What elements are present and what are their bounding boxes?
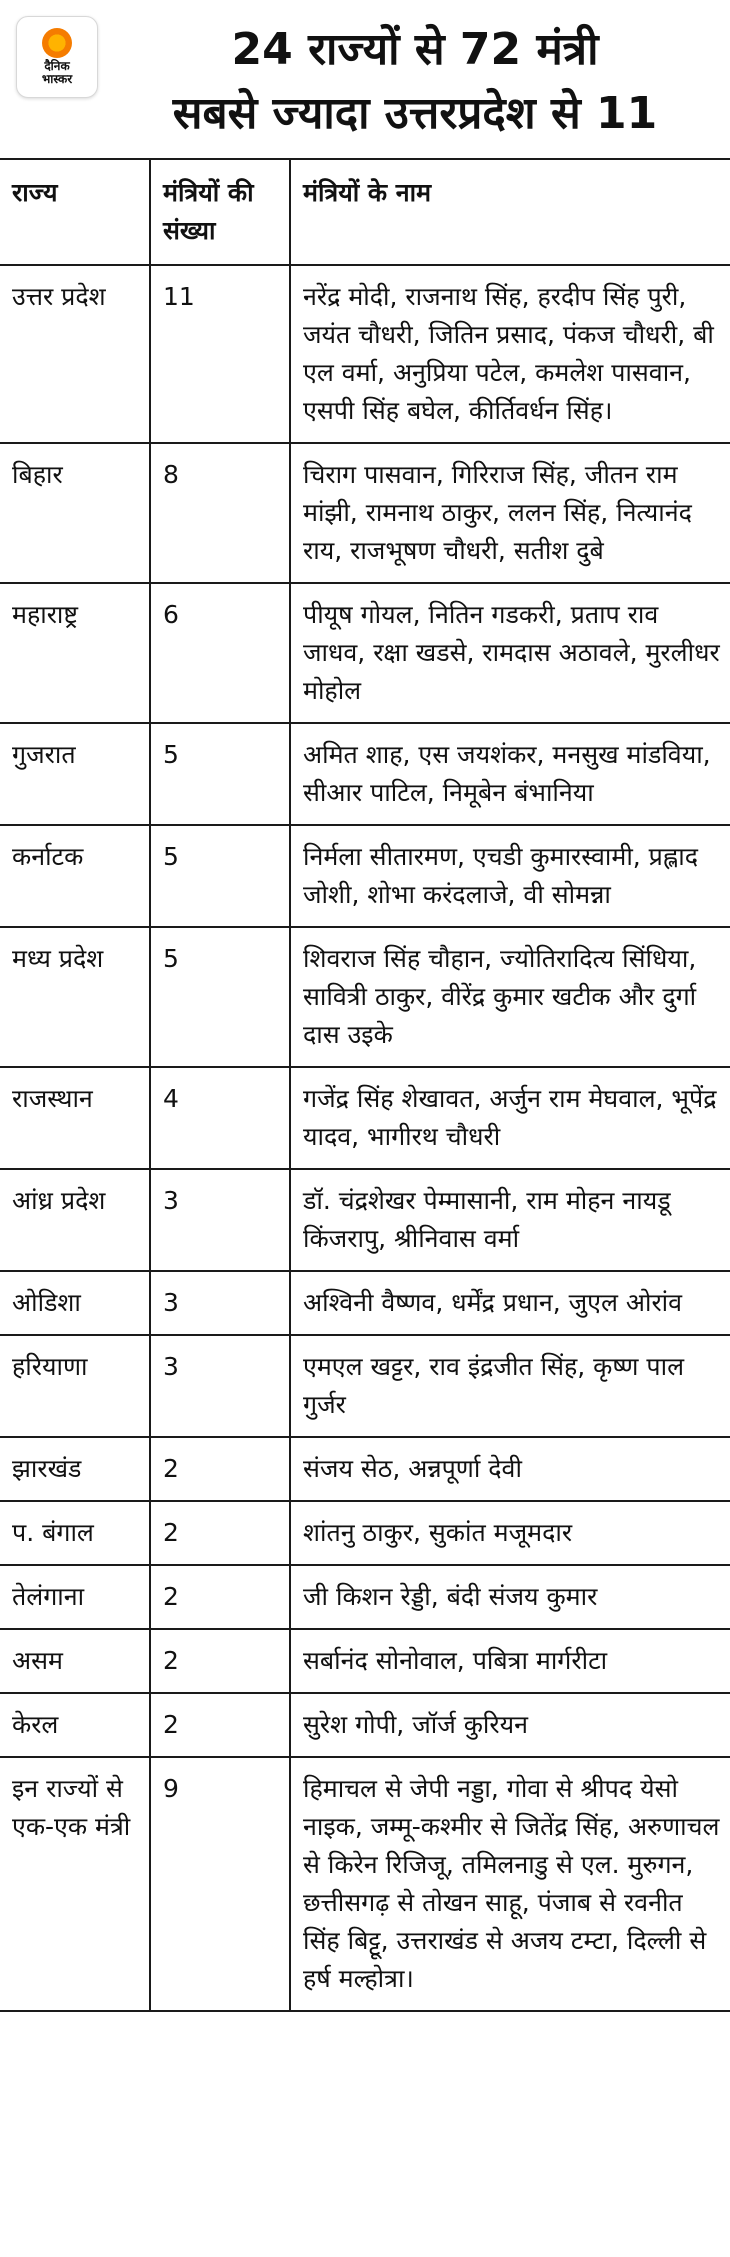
table-row xyxy=(0,1565,730,1629)
headline-line1: 24 राज्यों से 72 मंत्री xyxy=(231,24,599,75)
names-cell: अमित शाह, एस जयशंकर, मनसुख मांडविया, सीआर पाटिल, निमूबेन बंभानिया xyxy=(290,723,730,825)
count-cell: 2 xyxy=(150,1565,290,1629)
table-row xyxy=(0,1437,730,1501)
names-cell: जी किशन रेड्डी, बंदी संजय कुमार xyxy=(290,1565,730,1629)
table-row xyxy=(0,1169,730,1271)
logo-text-line1: दैनिक xyxy=(44,59,70,73)
names-cell: शिवराज सिंह चौहान, ज्योतिरादित्य सिंधिया, सावित्री ठाकुर, वीरेंद्र कुमार खटीक और दुर्गा दास उइके xyxy=(290,927,730,1067)
table-row xyxy=(0,1501,730,1565)
names-cell: निर्मला सीतारमण, एचडी कुमारस्वामी, प्रह्लाद जोशी, शोभा करंदलाजे, वी सोमन्ना xyxy=(290,825,730,927)
count-cell: 6 xyxy=(150,583,290,723)
names-cell: चिराग पासवान, गिरिराज सिंह, जीतन राम मांझी, रामनाथ ठाकुर, ललन सिंह, नित्यानंद राय, राजभूषण चौधरी, सतीश दुबे xyxy=(290,443,730,583)
table-row xyxy=(0,1067,730,1169)
state-cell: गुजरात xyxy=(0,723,150,825)
count-cell: 11 xyxy=(150,265,290,443)
count-cell: 3 xyxy=(150,1169,290,1271)
names-cell: गजेंद्र सिंह शेखावत, अर्जुन राम मेघवाल, भूपेंद्र यादव, भागीरथ चौधरी xyxy=(290,1067,730,1169)
names-cell: अश्विनी वैष्णव, धर्मेंद्र प्रधान, जुएल ओरांव xyxy=(290,1271,730,1335)
header xyxy=(0,0,730,160)
state-cell: झारखंड xyxy=(0,1437,150,1501)
header-names: मंत्रियों के नाम xyxy=(290,160,730,265)
count-cell: 9 xyxy=(150,1757,290,2011)
header-count: मंत्रियों की संख्या xyxy=(150,160,290,265)
count-cell: 5 xyxy=(150,927,290,1067)
table-row xyxy=(0,583,730,723)
state-cell: उत्तर प्रदेश xyxy=(0,265,150,443)
count-cell: 2 xyxy=(150,1629,290,1693)
names-cell: हिमाचल से जेपी नड्डा, गोवा से श्रीपद येसो नाइक, जम्मू-कश्मीर से जितेंद्र सिंह, अरुणाचल से किरेन रिजिजू, तमिलनाडु से एल. मुरुगन, छत्तीसगढ़ से तोखन साहू, पंजाब से रवनीत सिंह बिट्टू, उत्तराखंड से अजय टम्टा, दिल्ली से हर्ष मल्होत्रा। xyxy=(290,1757,730,2011)
sun-icon xyxy=(42,28,72,58)
names-cell: नरेंद्र मोदी, राजनाथ सिंह, हरदीप सिंह पुरी, जयंत चौधरी, जितिन प्रसाद, पंकज चौधरी, बी एल वर्मा, अनुप्रिया पटेल, कमलेश पासवान, एसपी सिंह बघेल, कीर्तिवर्धन सिंह। xyxy=(290,265,730,443)
state-cell: तेलंगाना xyxy=(0,1565,150,1629)
state-cell: बिहार xyxy=(0,443,150,583)
count-cell: 2 xyxy=(150,1437,290,1501)
table-header-row xyxy=(0,160,730,265)
table-row xyxy=(0,927,730,1067)
state-cell: हरियाणा xyxy=(0,1335,150,1437)
table-row xyxy=(0,825,730,927)
names-cell: शांतनु ठाकुर, सुकांत मजूमदार xyxy=(290,1501,730,1565)
state-cell: राजस्थान xyxy=(0,1067,150,1169)
count-cell: 3 xyxy=(150,1335,290,1437)
count-cell: 5 xyxy=(150,723,290,825)
state-cell: महाराष्ट्र xyxy=(0,583,150,723)
state-cell: कर्नाटक xyxy=(0,825,150,927)
table-row xyxy=(0,1335,730,1437)
names-cell: पीयूष गोयल, नितिन गडकरी, प्रताप राव जाधव, रक्षा खडसे, रामदास अठावले, मुरलीधर मोहोल xyxy=(290,583,730,723)
table-row xyxy=(0,1693,730,1757)
count-cell: 4 xyxy=(150,1067,290,1169)
names-cell: डॉ. चंद्रशेखर पेम्मासानी, राम मोहन नायडू किंजरापु, श्रीनिवास वर्मा xyxy=(290,1169,730,1271)
state-cell: प. बंगाल xyxy=(0,1501,150,1565)
names-cell: संजय सेठ, अन्नपूर्णा देवी xyxy=(290,1437,730,1501)
table-row xyxy=(0,443,730,583)
state-cell: ओडिशा xyxy=(0,1271,150,1335)
ministers-table xyxy=(0,160,730,2012)
state-cell: केरल xyxy=(0,1693,150,1757)
dainik-bhaskar-logo xyxy=(16,16,98,98)
count-cell: 2 xyxy=(150,1693,290,1757)
names-cell: एमएल खट्टर, राव इंद्रजीत सिंह, कृष्ण पाल गुर्जर xyxy=(290,1335,730,1437)
table-row xyxy=(0,1271,730,1335)
count-cell: 2 xyxy=(150,1501,290,1565)
table-row xyxy=(0,723,730,825)
count-cell: 3 xyxy=(150,1271,290,1335)
state-cell: असम xyxy=(0,1629,150,1693)
state-cell: आंध्र प्रदेश xyxy=(0,1169,150,1271)
state-cell: मध्य प्रदेश xyxy=(0,927,150,1067)
count-cell: 5 xyxy=(150,825,290,927)
count-cell: 8 xyxy=(150,443,290,583)
table-row xyxy=(0,1757,730,2011)
names-cell: सर्बानंद सोनोवाल, पबित्रा मार्गरीटा xyxy=(290,1629,730,1693)
table-row xyxy=(0,265,730,443)
state-cell: इन राज्यों से एक-एक मंत्री xyxy=(0,1757,150,2011)
header-state: राज्य xyxy=(0,160,150,265)
logo-text-line2: भास्कर xyxy=(41,72,73,86)
headline-line2: सबसे ज्यादा उत्तरप्रदेश से 11 xyxy=(172,88,658,139)
names-cell: सुरेश गोपी, जॉर्ज कुरियन xyxy=(290,1693,730,1757)
table-row xyxy=(0,1629,730,1693)
